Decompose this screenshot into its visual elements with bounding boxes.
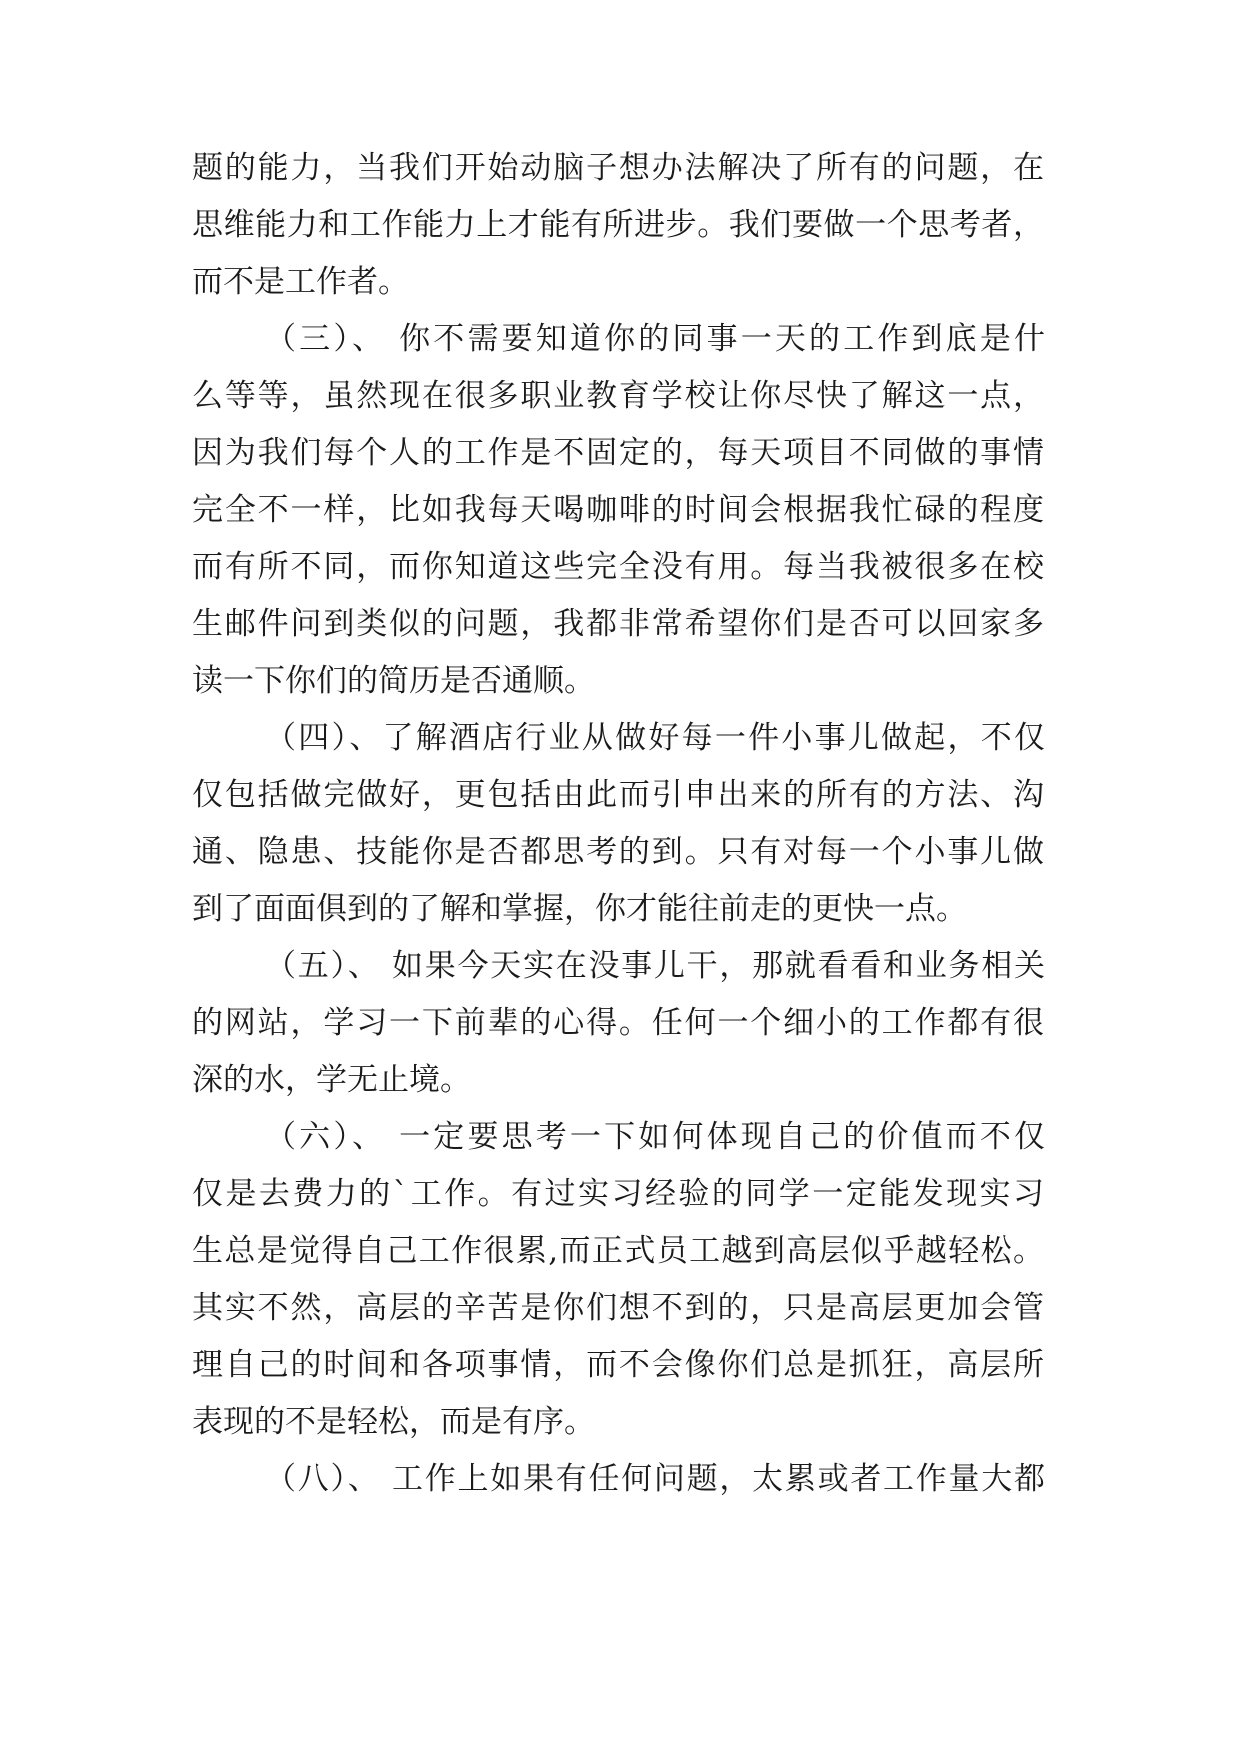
paragraph-start-line: （四）、了解酒店行业从做好每一件小事儿做起，不仅: [265, 720, 1045, 756]
text-line: 的网站，学习一下前辈的心得。任何一个细小的工作都有很: [192, 1005, 1044, 1041]
text-line: 生邮件问到类似的问题，我都非常希望你们是否可以回家多: [192, 606, 1044, 642]
text-line: 生总是觉得自己工作很累,而正式员工越到高层似乎越轻松。: [192, 1233, 1044, 1269]
paragraph-start-line: （五）、 如果今天实在没事儿干，那就看看和业务相关: [265, 948, 1045, 984]
text-line: 完全不一样，比如我每天喝咖啡的时间会根据我忙碌的程度: [192, 492, 1044, 528]
paragraph-start-line: （三）、 你不需要知道你的同事一天的工作到底是什: [265, 321, 1045, 357]
text-line: 深的水，学无止境。: [192, 1062, 471, 1098]
paragraph-start-line: （六）、 一定要思考一下如何体现自己的价值而不仅: [265, 1119, 1045, 1155]
text-line: 仅包括做完做好，更包括由此而引申出来的所有的方法、沟: [192, 777, 1044, 813]
paragraph-start-line: （八）、 工作上如果有任何问题，太累或者工作量大都: [265, 1461, 1045, 1497]
text-line: 表现的不是轻松，而是有序。: [192, 1404, 595, 1440]
text-line: 思维能力和工作能力上才能有所进步。我们要做一个思考者，: [192, 207, 1044, 243]
text-line: 题的能力，当我们开始动脑子想办法解决了所有的问题，在: [192, 150, 1044, 186]
text-line: 理自己的时间和各项事情，而不会像你们总是抓狂，高层所: [192, 1347, 1044, 1383]
text-line: 而有所不同，而你知道这些完全没有用。每当我被很多在校: [192, 549, 1044, 585]
text-line: 仅是去费力的`工作。有过实习经验的同学一定能发现实习: [192, 1176, 1044, 1212]
text-line: 么等等，虽然现在很多职业教育学校让你尽快了解这一点，: [192, 378, 1044, 414]
text-line: 通、隐患、技能你是否都思考的到。只有对每一个小事儿做: [192, 834, 1044, 870]
text-line: 而不是工作者。: [192, 264, 409, 300]
text-line: 因为我们每个人的工作是不固定的，每天项目不同做的事情: [192, 435, 1044, 471]
text-line: 读一下你们的简历是否通顺。: [192, 663, 595, 699]
text-line: 到了面面俱到的了解和掌握，你才能往前走的更快一点。: [192, 891, 967, 927]
text-line: 其实不然，高层的辛苦是你们想不到的，只是高层更加会管: [192, 1290, 1044, 1326]
